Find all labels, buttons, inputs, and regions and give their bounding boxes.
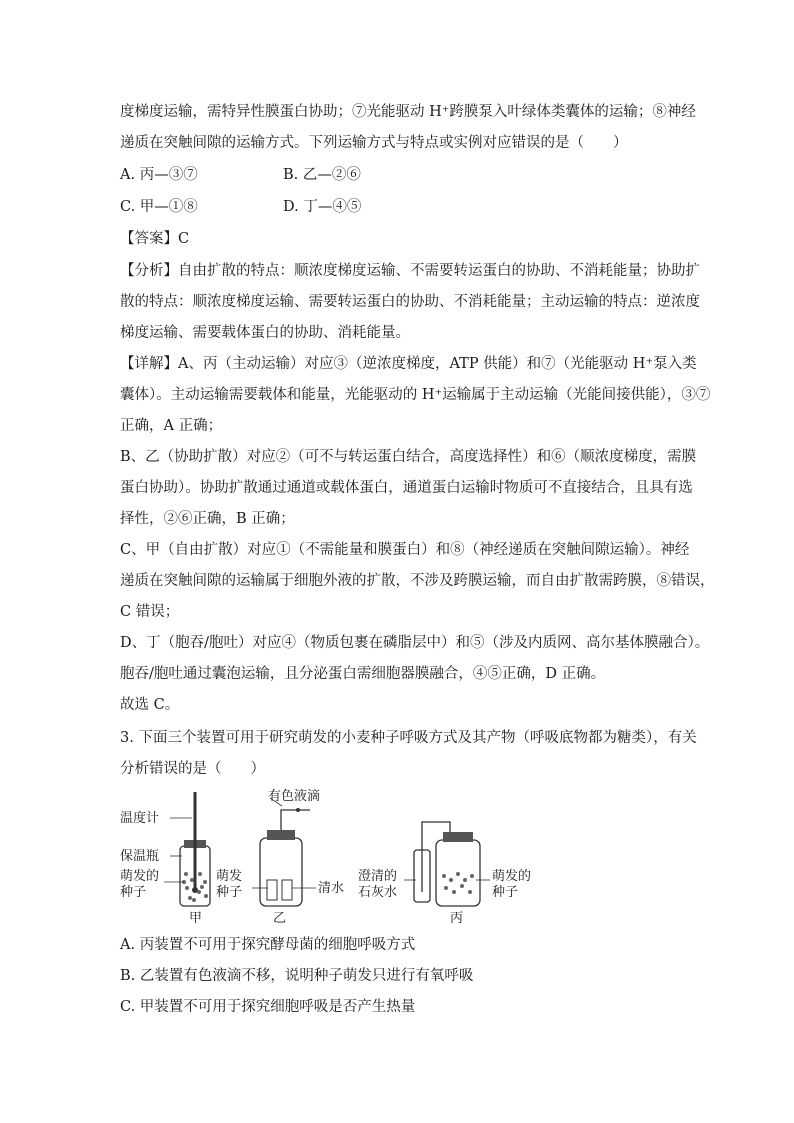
detail-c-line-3: C 错误； [120,604,180,620]
respiration-apparatus-figure [120,788,550,928]
q2-option-a: A. 丙—③⑦ [120,167,198,183]
q3-option-a: A. 丙装置不可用于探究酵母菌的细胞呼吸方式 [120,937,416,953]
detail-b-line-3: 择性，②⑥正确，B 正确； [120,511,295,527]
label-bing: 丙 [450,911,464,926]
detail-choose: 故选 C。 [120,697,180,713]
label-seed-jia-2: 种子 [120,885,147,900]
jar-yi-stopper [267,830,295,840]
detail-a-line-1: 【详解】A、丙（主动运输）对应③（逆浓度梯度，ATP 供能）和⑦（光能驱动 H⁺泵入类 [120,356,697,372]
detail-b-line-2: 蛋白协助）。协助扩散通过通道或载体蛋白，通道蛋白运输时物质可不直接结合，且具有选 [120,480,693,496]
detail-d-line-1: D、丁（胞吞/胞吐）对应④（物质包裹在磷脂层中）和⑤（涉及内质网、高尔基体膜融合）。 [120,635,710,651]
analysis-line-1: 【分析】自由扩散的特点：顺浓度梯度运输、不需要转运蛋白的协助、不消耗能量；协助扩 [120,263,700,279]
label-jia: 甲 [189,911,203,926]
detail-a-line-2: 囊体）。主动运输需要载体和能量，光能驱动的 H⁺运输属于主动运输（光能间接供能），③⑦ [120,387,711,403]
label-colored-drop: 有色液滴 [268,789,321,804]
label-yi: 乙 [273,911,287,926]
apparatus-bing [358,822,531,926]
detail-a-line-3: 正确，A 正确； [120,418,223,434]
q2-stem-line-1: 度梯度运输，需特异性膜蛋白协助；⑦光能驱动 H⁺跨膜泵入叶绿体类囊体的运输；⑧神经 [120,104,696,120]
detail-d-line-2: 胞吞/胞吐通过囊泡运输，且分泌蛋白需细胞器膜融合，④⑤正确，D 正确。 [120,666,606,682]
q3-option-c: C. 甲装置不可用于探究细胞呼吸是否产生热量 [120,999,416,1015]
seeds-bing [442,872,474,894]
label-seed-bing-1: 萌发的 [492,869,532,884]
detail-b-line-1: B、乙（协助扩散）对应②（可不与转运蛋白结合，高度选择性）和⑥（顺浓度梯度，需膜 [120,449,697,465]
q3-stem-line-1: 3. 下面三个装置可用于研究萌发的小麦种子呼吸方式及其产物（呼吸底物都为糖类），有关 [120,730,697,746]
label-seed-yi-1: 萌发 [216,869,243,884]
label-seed-yi-2: 种子 [216,885,243,900]
q2-option-b: B. 乙—②⑥ [283,167,361,183]
jar-yi-shape [260,838,302,906]
label-limewater-2: 石灰水 [358,885,398,900]
water-cup-yi [282,880,292,900]
label-thermos-flask: 保温瓶 [120,849,160,864]
apparatus-yi [216,788,344,926]
label-seed-jia-1: 萌发的 [120,869,160,884]
analysis-line-2: 散的特点：顺浓度梯度运输、需要转运蛋白的协助、不消耗能量；主动运输的特点：逆浓度 [120,294,700,310]
drop-tube-shape [281,810,310,830]
detail-c-line-2: 递质在突触间隙的运输属于细胞外液的扩散，不涉及跨膜运输，而自由扩散需跨膜，⑧错误， [120,573,715,589]
label-thermometer: 温度计 [120,811,160,826]
q3-option-b: B. 乙装置有色液滴不移，说明种子萌发只进行有氧呼吸 [120,968,474,984]
label-water: 清水 [318,881,345,896]
q2-option-d: D. 丁—④⑤ [283,199,362,215]
seed-cup-yi [267,880,277,900]
jar-bing-stopper [443,832,473,842]
analysis-line-3: 梯度运输、需要载体蛋白的协助、消耗能量。 [120,325,410,341]
label-seed-bing-2: 种子 [492,885,519,900]
detail-c-line-1: C、甲（自由扩散）对应①（不需能量和膜蛋白）和⑧（神经递质在突触间隙运输）。神经 [120,542,690,558]
q2-option-c: C. 甲—①⑧ [120,199,198,215]
q2-stem-line-2: 递质在突触间隙的运输方式。下列运输方式与特点或实例对应错误的是（ ） [120,135,628,151]
apparatus-jia [120,792,210,926]
answer: 【答案】C [120,231,190,247]
label-limewater-1: 澄清的 [358,869,398,884]
colored-drop-shape [296,808,300,812]
q3-stem-line-2: 分析错误的是（ ） [120,761,265,777]
